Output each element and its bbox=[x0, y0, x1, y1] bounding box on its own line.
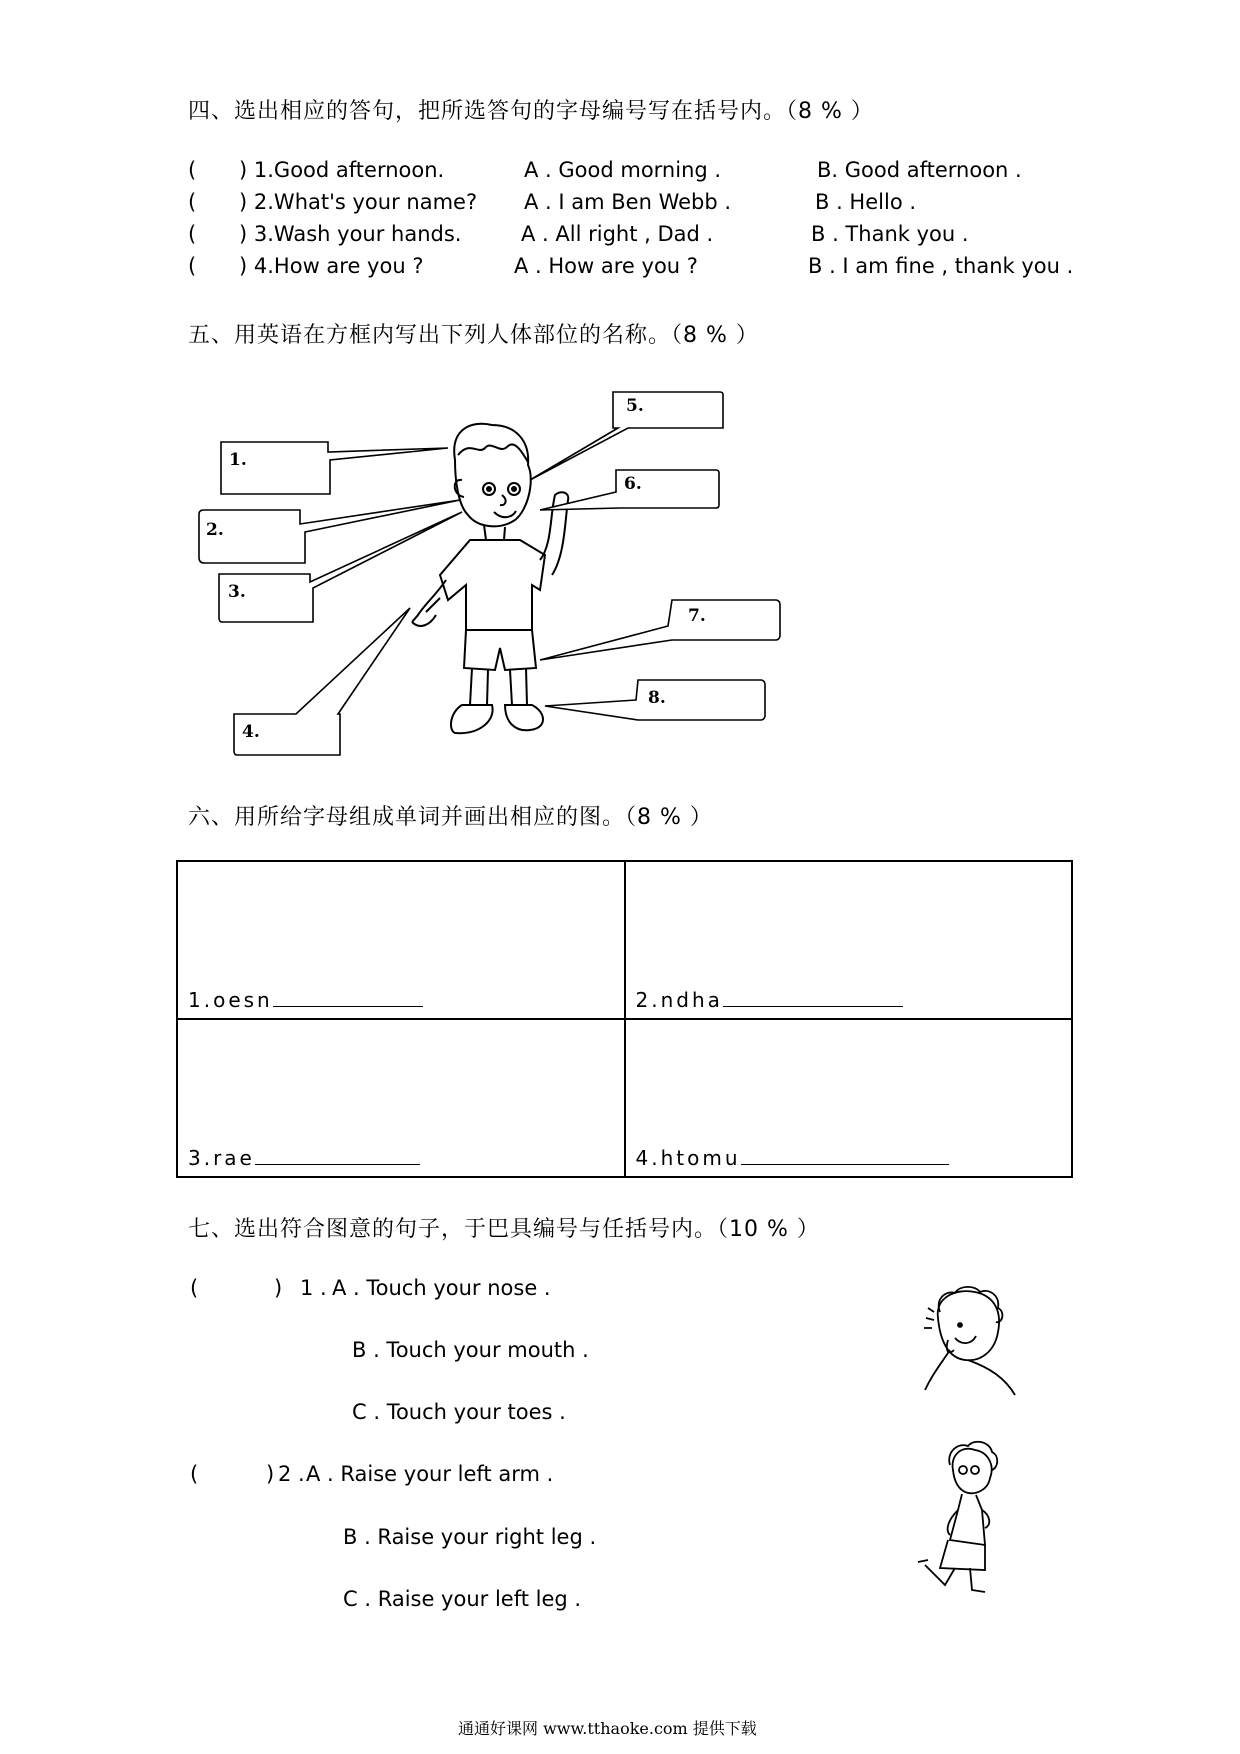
page-footer: 通通好课网 www.tthaoke.com 提供下载 bbox=[458, 1719, 757, 1738]
answer-bracket-open[interactable]: ( bbox=[188, 222, 197, 246]
answer-bracket-close: ) bbox=[239, 254, 248, 278]
callout-label-2: 2. bbox=[206, 520, 224, 540]
option-a: A . Good morning . bbox=[524, 158, 722, 182]
q1-option-b: B . Touch your mouth . bbox=[352, 1338, 589, 1362]
q2-bracket-open[interactable]: ( bbox=[190, 1462, 199, 1486]
option-b: B . I am fine , thank you . bbox=[808, 254, 1074, 278]
callout-label-5: 5. bbox=[626, 396, 644, 416]
callout-label-8: 8. bbox=[648, 688, 666, 708]
q1-number: 1 . bbox=[300, 1276, 327, 1300]
option-b: B . Hello . bbox=[815, 190, 917, 214]
scrambled-word-2: 2.ndha bbox=[635, 988, 723, 1012]
answer-bracket-open[interactable]: ( bbox=[188, 158, 197, 182]
scrambled-word-3: 3.rae bbox=[188, 1146, 255, 1170]
q1-bracket-open[interactable]: ( bbox=[190, 1276, 199, 1300]
q2-option-a: A . Raise your left arm . bbox=[306, 1462, 554, 1486]
section7-heading: 七、选出符合图意的句子，于巴具编号与任括号内。（10 % ） bbox=[188, 1217, 820, 1242]
question-label: 1.Good afternoon. bbox=[253, 158, 445, 182]
q1-option-a: A . Touch your nose . bbox=[332, 1276, 551, 1300]
option-b: B. Good afternoon . bbox=[817, 158, 1022, 182]
callout-label-1: 1. bbox=[229, 450, 247, 470]
section6-heading: 六、用所给字母组成单词并画出相应的图。（8 % ） bbox=[188, 805, 713, 830]
answer-bracket-open[interactable]: ( bbox=[188, 254, 197, 278]
q1-option-c: C . Touch your toes . bbox=[352, 1400, 566, 1424]
option-a: A . All right , Dad . bbox=[521, 222, 714, 246]
answer-bracket-close: ) bbox=[239, 158, 248, 182]
question-label: 2.What's your name? bbox=[253, 190, 478, 214]
girl-raising-leg-illustration bbox=[918, 1442, 997, 1592]
q1-bracket-close: ) bbox=[274, 1276, 283, 1300]
answer-bracket-close: ) bbox=[239, 222, 248, 246]
answer-bracket-open[interactable]: ( bbox=[188, 190, 197, 214]
q2-number: 2 . bbox=[278, 1462, 305, 1486]
callout-label-7: 7. bbox=[688, 606, 706, 626]
q2-option-c: C . Raise your left leg . bbox=[343, 1587, 582, 1611]
question-label: 3.Wash your hands. bbox=[253, 222, 462, 246]
callout-label-6: 6. bbox=[624, 474, 642, 494]
answer-bracket-close: ) bbox=[239, 190, 248, 214]
q2-bracket-close: ) bbox=[266, 1462, 275, 1486]
callout-label-3: 3. bbox=[228, 582, 246, 602]
option-a: A . How are you ? bbox=[514, 254, 698, 278]
question-label: 4.How are you ? bbox=[253, 254, 424, 278]
option-a: A . I am Ben Webb . bbox=[524, 190, 732, 214]
callout-label-4: 4. bbox=[242, 722, 260, 742]
scrambled-word-4: 4.htomu bbox=[635, 1146, 741, 1170]
woman-touching-mouth-illustration bbox=[924, 1287, 1015, 1395]
q2-option-b: B . Raise your right leg . bbox=[343, 1525, 597, 1549]
section5-heading: 五、用英语在方框内写出下列人体部位的名称。（8 % ） bbox=[188, 323, 759, 348]
section4-heading: 四、选出相应的答句，把所选答句的字母编号写在括号内。（8 % ） bbox=[188, 99, 874, 124]
option-b: B . Thank you . bbox=[811, 222, 969, 246]
scrambled-word-1: 1.oesn bbox=[188, 988, 273, 1012]
